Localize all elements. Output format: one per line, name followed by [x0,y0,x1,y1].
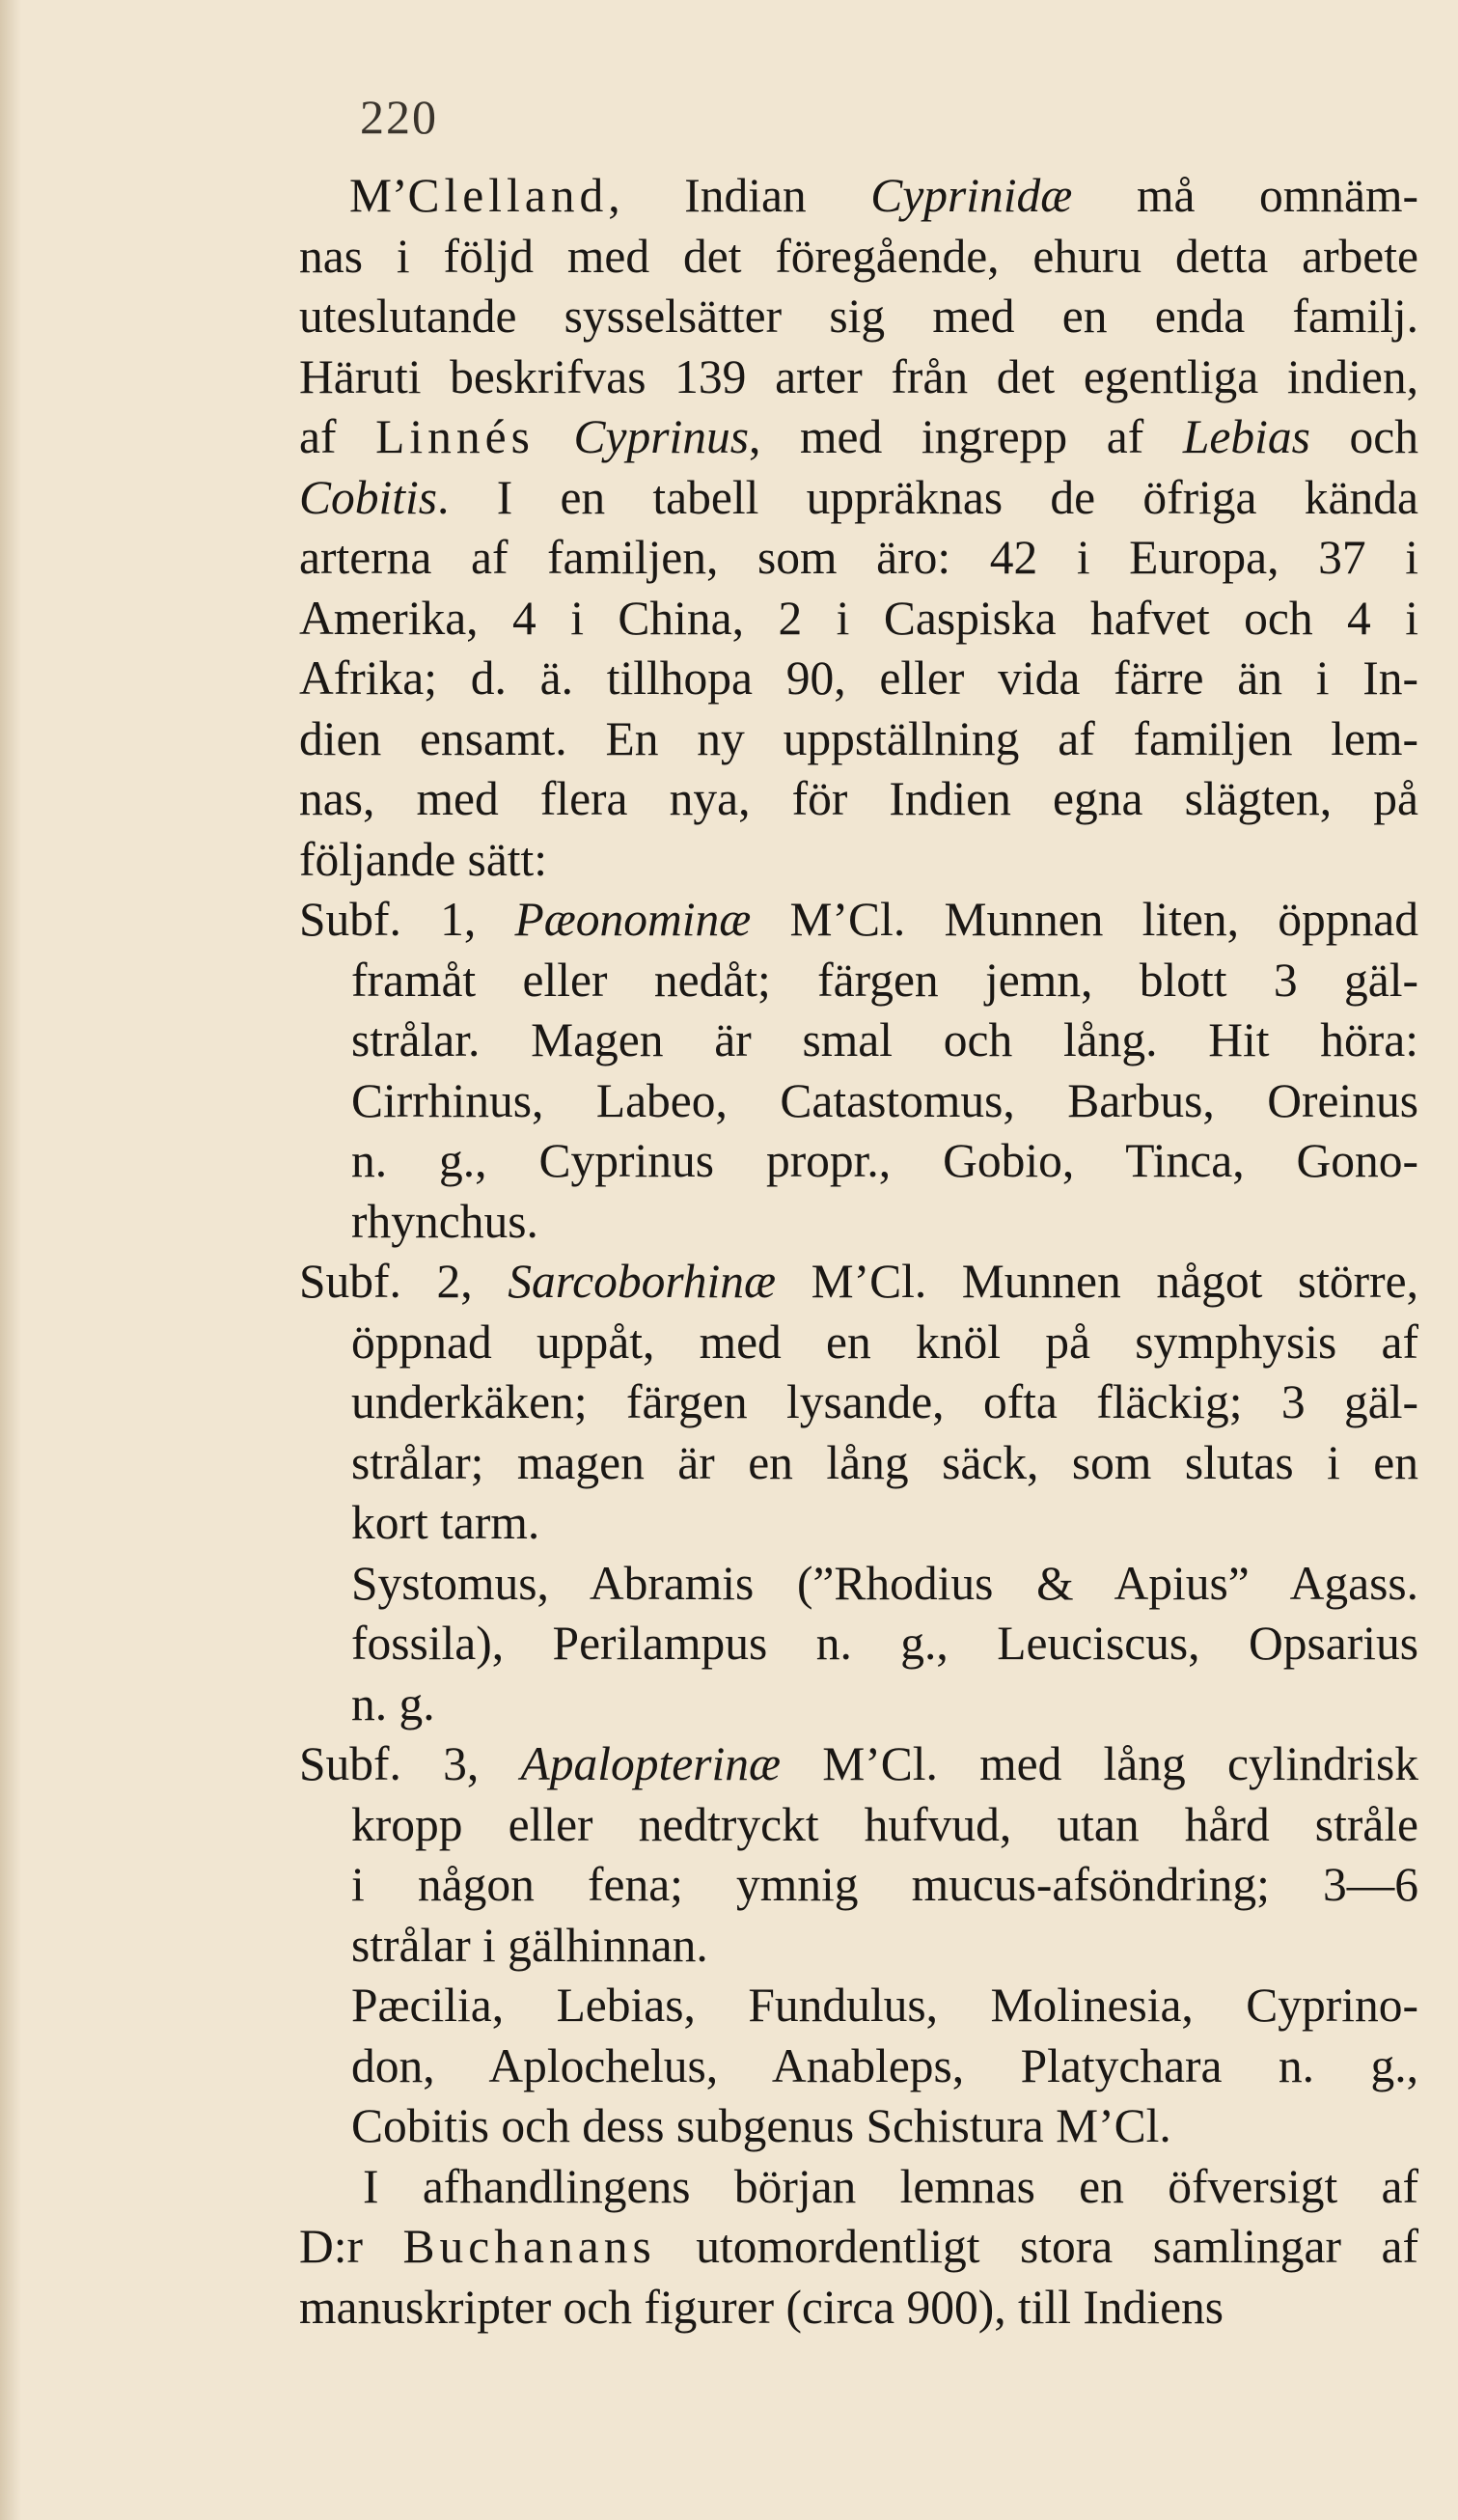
spaced-name: Buchanans [402,2220,656,2273]
text-run: Subf. 1, [299,893,515,946]
text-line [299,347,1418,408]
italic-taxon: Cyprinus [573,410,750,463]
text-line [299,1675,1418,1735]
text-run: framåt eller nedåt; färgen jemn, blott 3 gäl- [351,953,1418,1007]
text-run: kort tarm. [351,1496,540,1549]
text-line [299,407,1418,468]
text-run: strålar. Magen är smal och lång. Hit höra: [351,1013,1418,1066]
text-run: strålar i gälhinnan. [351,1918,708,1972]
text-line [299,1554,1418,1615]
text-line [299,528,1418,589]
text-line [299,890,1418,951]
italic-taxon: Lebias [1182,410,1310,463]
text-line [299,830,1418,891]
text-line [299,2096,1418,2157]
text-line [299,1252,1418,1313]
text-run: Afrika; d. ä. tillhopa 90, eller vida färre än i In- [299,651,1418,705]
italic-taxon: Sarcoborhinæ [508,1255,776,1308]
text-run: uteslutande sysselsätter sig med en enda familj. [299,290,1418,343]
spaced-name: Clelland [407,169,609,222]
text-line [299,2157,1418,2218]
text-run: följande sätt: [299,832,548,886]
text-run: må omnäm- [1072,169,1418,222]
text-run: n. g., Cyprinus propr., Gobio, Tinca, Gono- [351,1134,1418,1187]
text-run: fossila), Perilampus n. g., Leuciscus, Opsarius [351,1617,1418,1670]
italic-taxon: Pæonominæ [514,893,752,946]
text-run: n. g. [351,1676,435,1731]
text-line [299,1433,1418,1494]
text-run: öppnad uppåt, med en knöl på symphysis af [351,1315,1418,1369]
text-run: Systomus, Abramis (”Rhodius & Apius” Agass. [351,1556,1418,1610]
text-line [299,2036,1418,2097]
text-line [299,1313,1418,1373]
body-text [299,166,1418,2338]
text-line [299,589,1418,650]
text-line [299,1493,1418,1554]
text-run: och [1309,410,1418,463]
text-line [299,1192,1418,1253]
text-line [299,1916,1418,1977]
text-run: don, Aplochelus, Anableps, Platychara n. g., [351,2038,1418,2092]
italic-taxon: Apalopterinæ [520,1737,781,1790]
text-run: nas i följd med det föregående, ehuru detta arbete [299,229,1418,283]
text-line [299,769,1418,830]
text-run: i någon fena; ymnig mucus-afsöndring; 3—6 [351,1858,1418,1911]
text-line [299,1795,1418,1856]
spaced-name: Linnés [375,410,535,463]
text-run: manuskripter och figurer (circa 900), till Indiens [299,2280,1224,2334]
text-line [299,1976,1418,2036]
text-line [299,951,1418,1011]
text-run: dien ensamt. En ny uppställning af familjen lem- [299,711,1418,765]
text-line [299,649,1418,709]
text-run: D:r [299,2220,403,2273]
text-run: Subf. 2, [299,1255,509,1308]
page-edge-shadow [0,0,21,2520]
text-line [299,2217,1418,2278]
text-line [299,166,1418,227]
text-run: Subf. 3, [299,1737,521,1790]
text-run: Pæcilia, Lebias, Fundulus, Molinesia, Cyprino- [351,1979,1418,2032]
text-line [299,227,1418,288]
text-run: Cobitis och dess subgenus Schistura M’Cl. [351,2099,1171,2152]
text-line [299,2278,1418,2339]
text-run: utomordentligt stora samlingar af [655,2220,1419,2273]
text-line [299,1071,1418,1132]
text-run: . I en tabell uppräknas de öfriga kända [437,470,1418,524]
text-run: Amerika, 4 i China, 2 i Caspiska hafvet och 4 i [299,591,1418,645]
text-line [299,1372,1418,1433]
text-run: Häruti beskrifvas 139 arter från det egentliga indien, [299,349,1418,403]
text-run: nas, med flera nya, för Indien egna slägten, på [299,772,1418,825]
text-run: af [299,410,376,463]
text-run [535,410,574,463]
text-line [299,709,1418,770]
italic-taxon: Cyprinidæ [870,169,1073,222]
text-line [299,287,1418,347]
text-line [299,1614,1418,1675]
italic-taxon: Cobitis [299,470,438,524]
page-number: 220 [360,90,438,144]
text-run: , Indian [608,169,871,222]
text-line [299,1734,1418,1795]
text-line [299,468,1418,529]
text-run: arterna af familjen, som äro: 42 i Europa, 37 i [299,531,1418,584]
text-run: M’Cl. Munnen något större, [775,1255,1418,1308]
text-run: I afhandlingens början lemnas en öfversigt af [363,2159,1418,2213]
text-run: M’Cl. Munnen liten, öppnad [751,893,1418,946]
text-run: rhynchus. [351,1194,538,1248]
text-line [299,1855,1418,1916]
text-run: underkäken; färgen lysande, ofta fläckig; 3 gäl- [351,1375,1418,1428]
text-run: M’Cl. med lång cylindrisk [780,1737,1418,1790]
text-run: M’ [349,169,408,222]
text-line [299,1131,1418,1192]
text-run: , med ingrepp af [749,410,1183,463]
text-line [299,1011,1418,1071]
text-run: strålar; magen är en lång säck, som slutas i en [351,1435,1418,1489]
text-run: Cirrhinus, Labeo, Catastomus, Barbus, Oreinus [351,1073,1418,1127]
text-run: kropp eller nedtryckt hufvud, utan hård stråle [351,1797,1418,1851]
